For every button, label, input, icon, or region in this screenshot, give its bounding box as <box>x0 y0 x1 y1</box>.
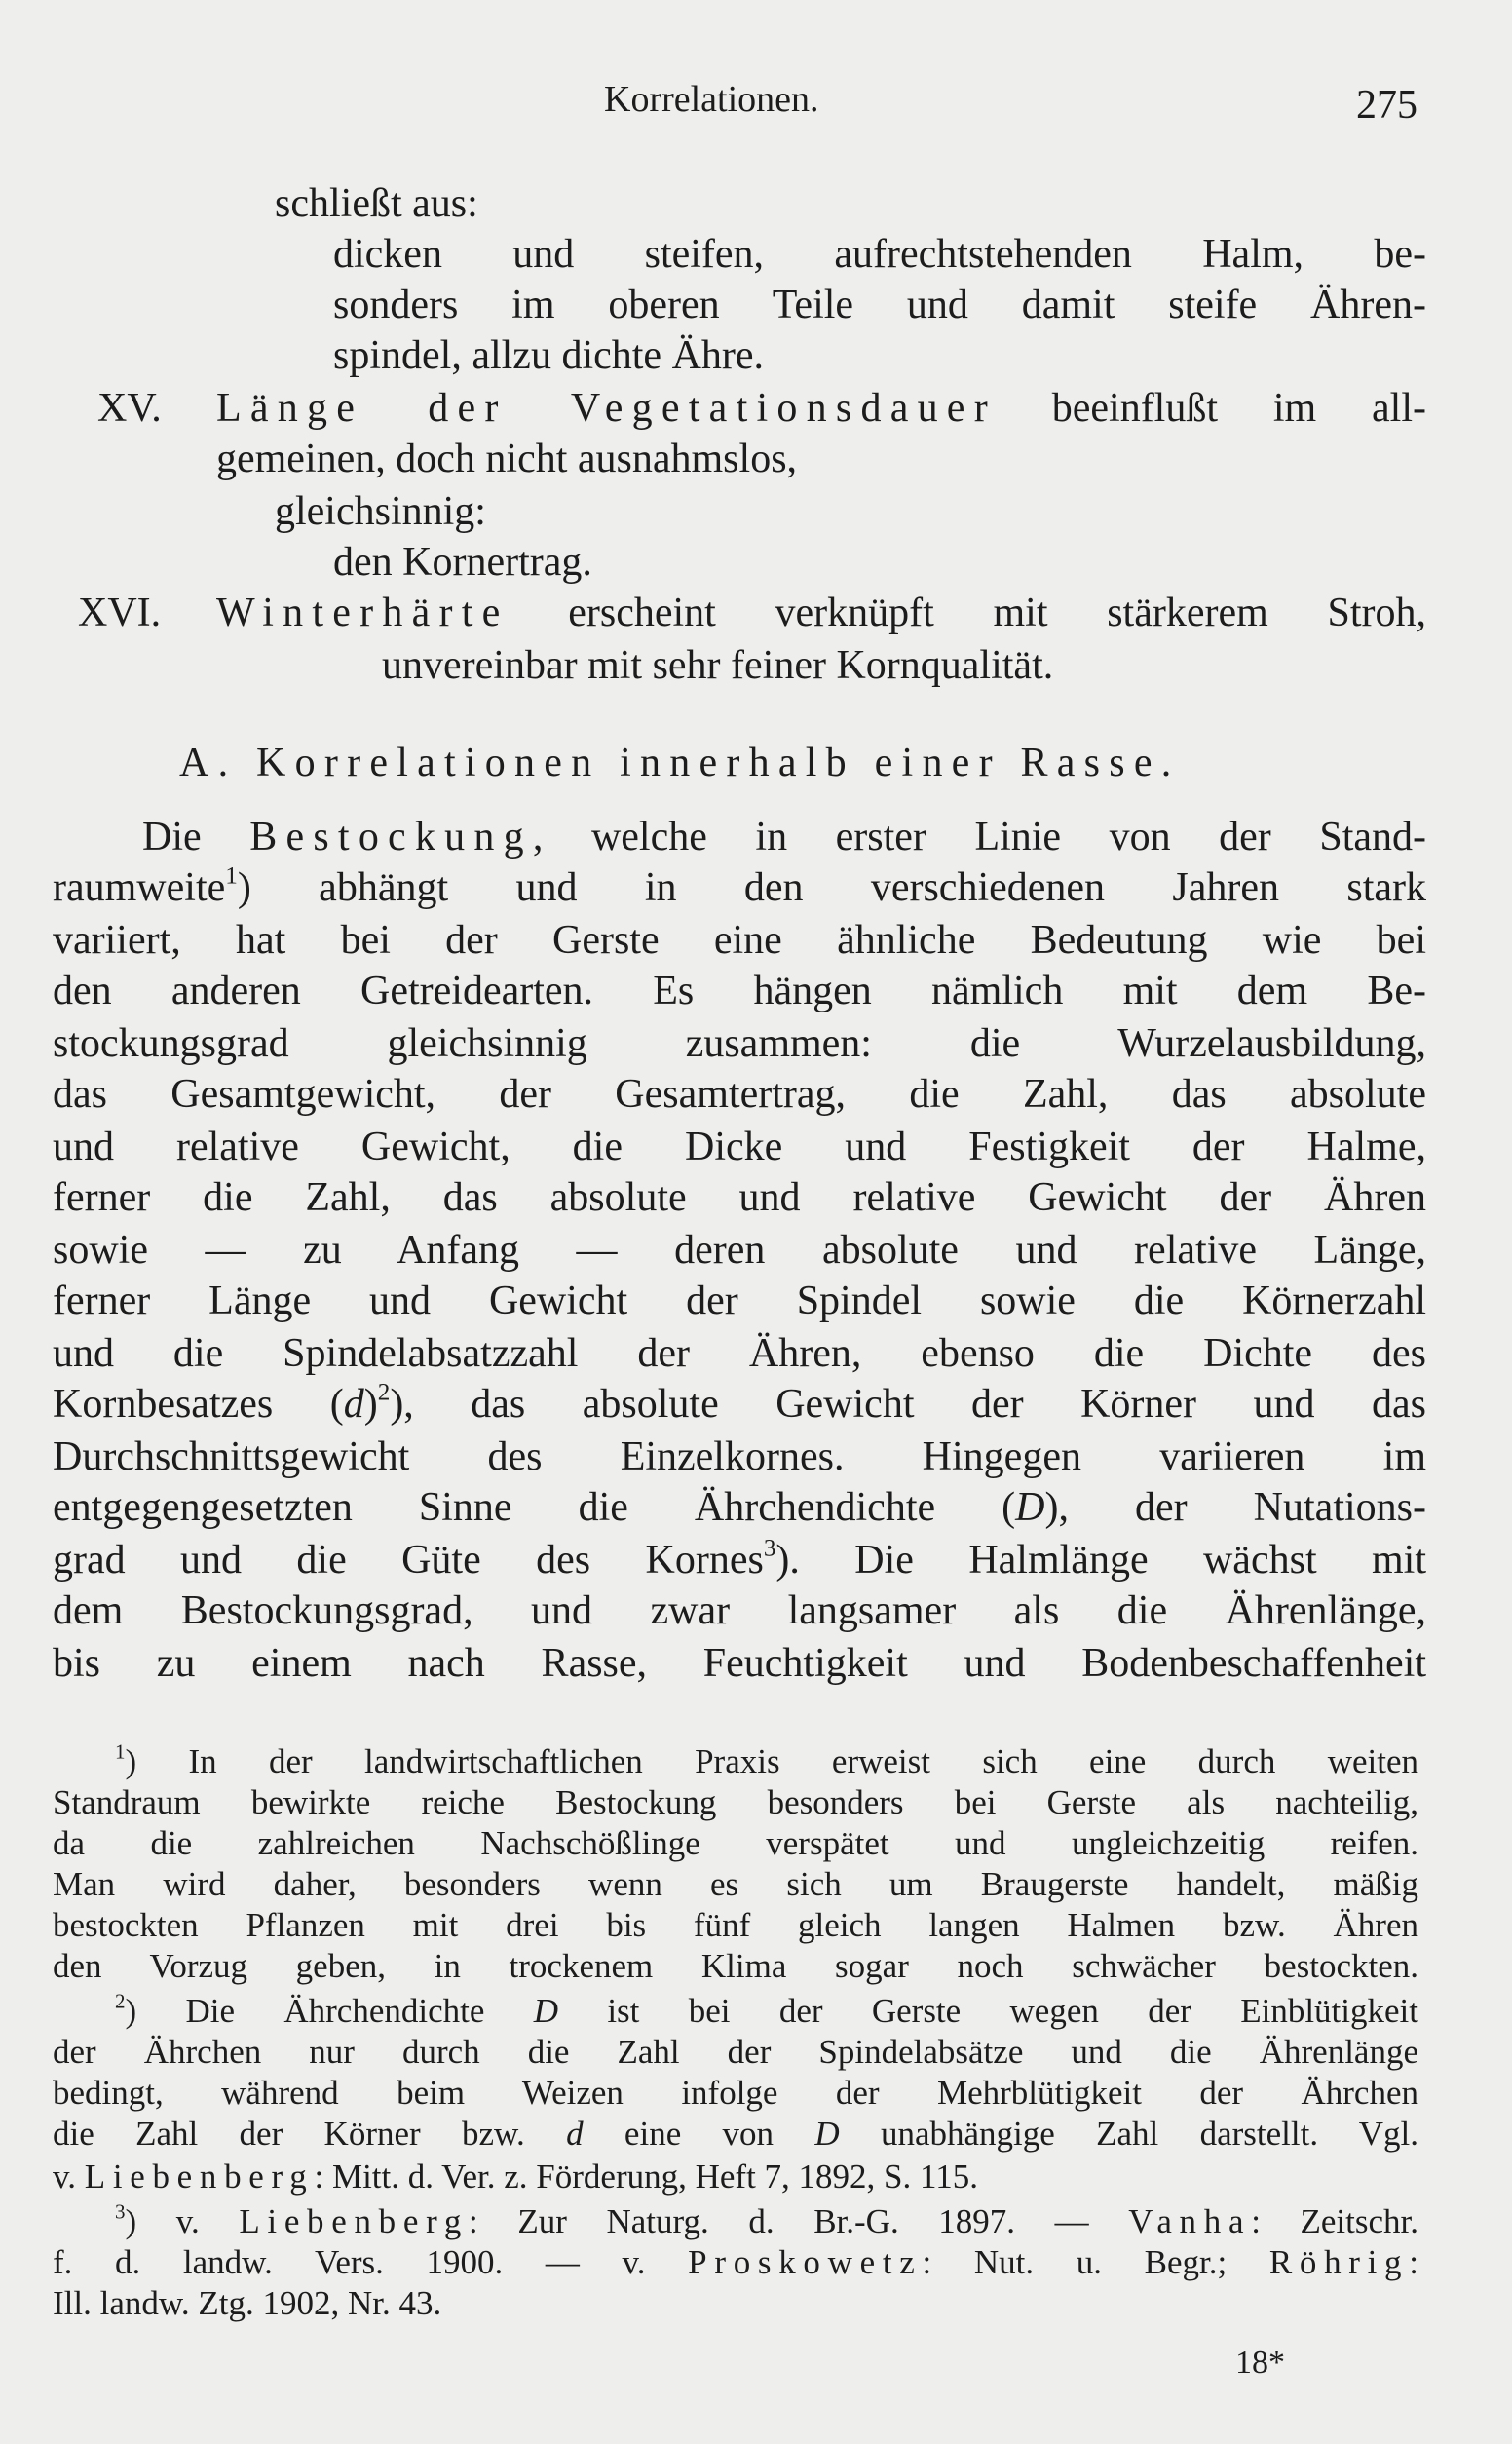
text-line: stockungsgrad gleichsinnig zusammen: die Wurzelausbildung, <box>53 1021 1426 1066</box>
footnote-mark: 3 <box>115 2199 126 2224</box>
text-line: dem Bestockungsgrad, und zwar langsamer als die Ährenlänge, <box>53 1588 1426 1633</box>
spaced-name: Vanha <box>1128 2202 1252 2240</box>
footnote-ref: 1 <box>225 862 238 890</box>
text-line: spindel, allzu dichte Ähre. <box>333 333 765 378</box>
text-line: entgegengesetzten Sinne die Ährchendichte (D), der Nutations- <box>53 1485 1426 1530</box>
spaced-name: Liebenberg <box>84 2158 315 2196</box>
spaced-term: Winterhärte <box>216 591 510 635</box>
footnote-line: $^1$) In der landwirtschaftlichen Praxis erweist sich eine durch weiten <box>115 1739 1418 1780</box>
footnote-line: f. d. landw. Vers. 1900. — v. Proskowetz: Nut. u. Begr.; Röhrig: <box>53 2243 1418 2281</box>
footnote-line: v. Liebenberg: Mitt. d. Ver. z. Förderung, Heft 7, 1892, S. 115. <box>53 2158 978 2196</box>
signature-mark: 18* <box>1235 2345 1285 2381</box>
spaced-term: Bestockung <box>249 815 533 859</box>
text-line: und die Spindelabsatzzahl der Ähren, ebenso die Dichte des <box>53 1331 1426 1376</box>
text-line: bis zu einem nach Rasse, Feuchtigkeit und Bodenbeschaffenheit <box>53 1641 1426 1686</box>
spaced-name: Liebenberg <box>239 2202 470 2240</box>
text-line: Kornbesatzes $(d)^2$), das absolute Gewicht der Körner und das <box>53 1379 1426 1427</box>
footnote-line: der Ährchen nur durch die Zahl der Spindelabsätze und die Ährenlänge <box>53 2033 1418 2071</box>
list-number: XV. <box>97 386 162 431</box>
footnote-line: Man wird daher, besonders wenn es sich um Braugerste handelt, mäßig <box>53 1865 1418 1903</box>
spaced-name: Röhrig <box>1268 2243 1410 2281</box>
footnote-line: $^3$) v. Liebenberg: Zur Naturg. d. Br.-G. 1897. — Vanha: Zeitschr. <box>115 2199 1418 2240</box>
page-number: 275 <box>1356 83 1418 128</box>
text-line: variiert, hat bei der Gerste eine ähnliche Bedeutung wie bei <box>53 918 1426 963</box>
text-line: gleichsinnig: <box>275 489 486 534</box>
text-line: ferner die Zahl, das absolute und relative Gewicht der Ähren <box>53 1175 1426 1220</box>
text-line: sowie — zu Anfang — deren absolute und relative Länge, <box>53 1228 1426 1273</box>
spaced-name: Proskowetz <box>688 2243 923 2281</box>
text-line: den anderen Getreidearten. Es hängen nämlich mit dem Be- <box>53 969 1426 1013</box>
text-line: das Gesamtgewicht, der Gesamtertrag, die Zahl, das absolute <box>53 1072 1426 1117</box>
footnote-line: bestockten Pflanzen mit drei bis fünf gleich langen Halmen bzw. Ähren <box>53 1906 1418 1944</box>
text-line: ferner Länge und Gewicht der Spindel sowie die Körnerzahl <box>53 1279 1426 1323</box>
text-line: Durchschnittsgewicht des Einzelkornes. Hingegen variieren im <box>53 1434 1426 1479</box>
text-line: gemeinen, doch nicht ausnahmslos, <box>216 437 798 481</box>
footnote-line: Standraum bewirkte reiche Bestockung besonders bei Gerste als nachteilig, <box>53 1783 1418 1821</box>
text-line: und relative Gewicht, die Dicke und Festigkeit der Halme, <box>53 1125 1426 1169</box>
text-line: den Kornertrag. <box>333 540 592 585</box>
spaced-term: Länge der Vegetationsdauer <box>216 386 997 431</box>
text-line: Die Bestockung, welche in erster Linie von der Stand- <box>142 815 1426 859</box>
text-line: Länge der Vegetationsdauer beeinflußt im all- <box>216 386 1426 431</box>
text-line: dicken und steifen, aufrechtstehenden Halm, be- <box>333 232 1426 277</box>
section-heading: A. Korrelationen innerhalb einer Rasse. <box>179 741 1181 785</box>
footnote-line: da die zahlreichen Nachschößlinge verspätet und ungleichzeitig reifen. <box>53 1824 1418 1862</box>
text-line: schließt aus: <box>275 181 478 226</box>
footnote-line: bedingt, während beim Weizen infolge der Mehrblütigkeit der Ährchen <box>53 2074 1418 2112</box>
footnote-line: Ill. landw. Ztg. 1902, Nr. 43. <box>53 2284 442 2322</box>
footnote-mark: 1 <box>115 1739 126 1764</box>
text-line: unvereinbar mit sehr feiner Kornqualität. <box>382 643 1054 688</box>
footnote-ref: 3 <box>763 1535 776 1562</box>
footnote-line: $^2$) Die Ährchendichte D ist bei der Gerste wegen der Einblütigkeit <box>115 1989 1418 2030</box>
text-line: Winterhärte erscheint verknüpft mit stärkerem Stroh, <box>216 591 1426 635</box>
text-line: sonders im oberen Teile und damit steife Ähren- <box>333 283 1426 327</box>
running-header: Korrelationen. <box>604 79 819 120</box>
text-line: grad und die Güte des Kornes$^3$). Die Halmlänge wächst mit <box>53 1535 1427 1583</box>
footnote-mark: 2 <box>115 1989 126 2013</box>
text-line: raumweite$^1$) abhängt und in den verschiedenen Jahren stark <box>53 862 1426 910</box>
footnote-line: den Vorzug geben, in trockenem Klima sogar noch schwächer bestockten. <box>53 1947 1418 1985</box>
list-number: XVI. <box>78 591 162 635</box>
footnote-ref: 2 <box>377 1379 391 1406</box>
footnote-line: die Zahl der Körner bzw. d eine von D unabhängige Zahl darstellt. Vgl. <box>53 2115 1419 2153</box>
